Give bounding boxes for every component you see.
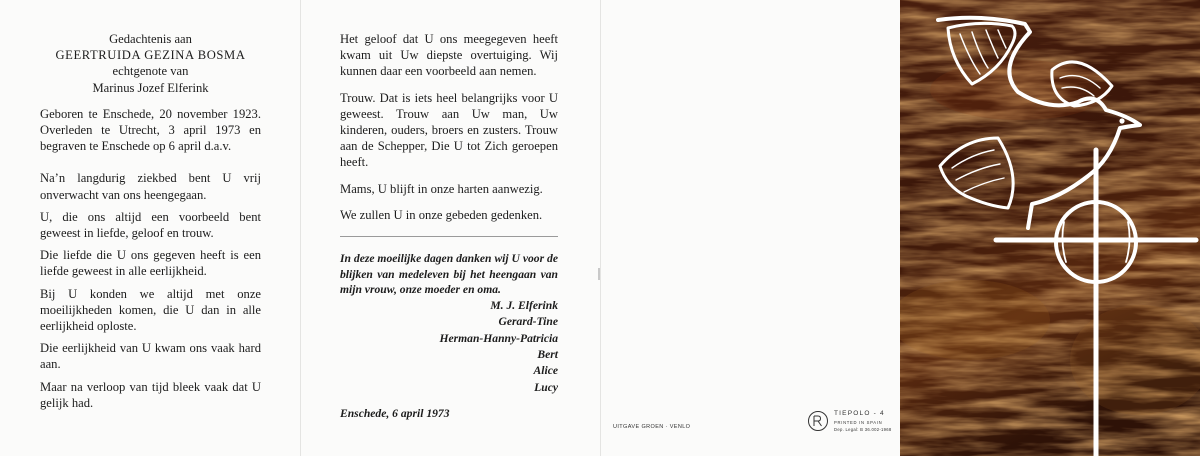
fold-line-1: [300, 0, 301, 456]
paragraph: U, die ons altijd een voorbeeld bent geweest in liefde, geloof en trouw.: [40, 209, 261, 241]
relation: echtgenote van: [112, 64, 189, 79]
middle-panel: [340, 31, 558, 422]
paragraph: Mams, U blijft in onze harten aanwezig.: [340, 181, 543, 196]
paragraph: Na’n langdurig ziekbed bent U vrij onverwacht van ons heengegaan.: [40, 171, 261, 202]
paragraph: We zullen U in onze gebeden gedenken.: [340, 207, 543, 222]
signatory: Lucy: [534, 380, 558, 394]
divider: [340, 236, 558, 237]
series-label: TIEPOLO - 4: [834, 410, 885, 417]
paper-mark: [598, 268, 600, 280]
signatures: [340, 298, 558, 396]
signatory: Bert: [537, 348, 558, 362]
thanks-text: In deze moeilijke dagen danken wij U voor de blijken van medeleven bij het heengaan van mijn vrouw, onze moeder en oma.: [340, 252, 558, 297]
place-date: Enschede, 6 april 1973: [340, 407, 450, 421]
paragraph: Die liefde die U ons gegeven heeft is een liefde geweest in alle eerlijkheid.: [40, 248, 261, 279]
printer-logo-icon: [807, 410, 829, 432]
left-panel: [40, 31, 261, 411]
paragraph: Trouw. Dat is iets heel belangrijks voor U geweest. Trouw aan Uw man, Uw kinderen, ouders, broers en zusters. Trouw aan de Schepper, Die U tot Zich geroepen heeft.: [340, 90, 558, 170]
spouse-name: Marinus Jozef Elferink: [92, 80, 209, 95]
signatory: Gerard-Tine: [498, 315, 558, 329]
signatory: M. J. Elferink: [490, 298, 558, 312]
dove-cross-icon: [900, 0, 1200, 456]
legal-deposit: Dep. Legal: B 36.002-1968: [834, 427, 892, 432]
signatory: Herman-Hanny-Patricia: [439, 331, 558, 345]
paragraph: Bij U konden we altijd met onze moeilijkheden komen, die U dan in alle eerlijkheid oploste.: [40, 286, 261, 334]
publisher-imprint: UITGAVE GROEN · VENLO: [613, 424, 691, 430]
paragraph: Het geloof dat U ons meegegeven heeft kwam uit Uw diepste overtuiging. Wij kunnen daar een voorbeeld aan nemen.: [340, 32, 558, 79]
paragraph: Die eerlijkheid van U kwam ons vaak hard aan.: [40, 341, 261, 372]
heading: Gedachtenis aan: [109, 32, 192, 46]
bio-text: Geboren te Enschede, 20 november 1923. Overleden te Utrecht, 3 april 1973 en begraven te Enschede op 6 april d.a.v.: [40, 106, 261, 154]
signatory: Alice: [533, 364, 558, 378]
deceased-name: GEERTRUIDA GEZINA BOSMA: [55, 48, 246, 63]
fold-line-2: [600, 0, 601, 456]
paragraph: Maar na verloop van tijd bleek vaak dat U gelijk had.: [40, 379, 261, 410]
printed-label: PRINTED IN SPAIN: [834, 420, 883, 425]
